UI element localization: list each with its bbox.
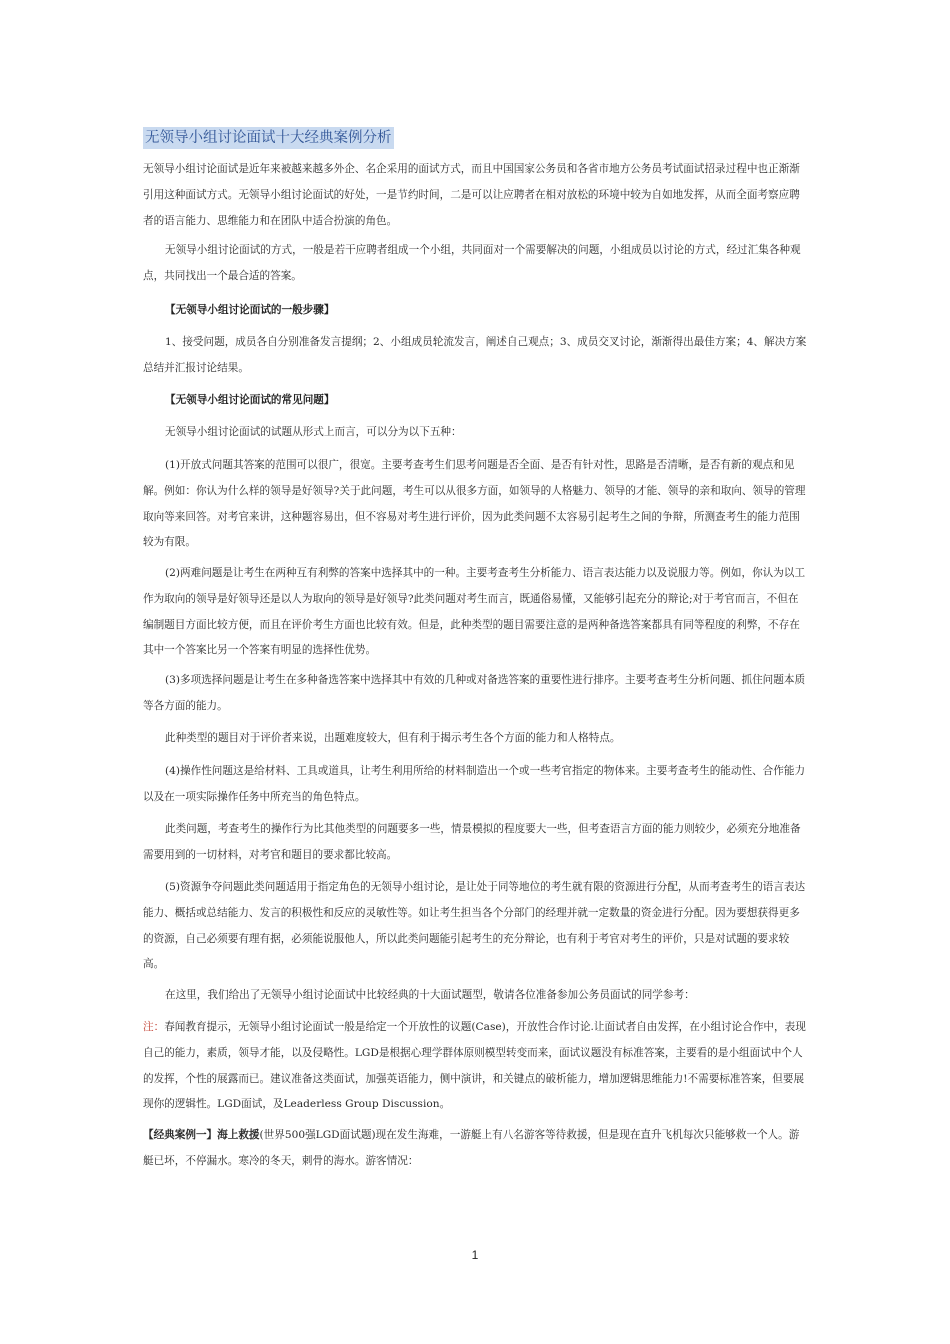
paragraph-intro: 无领导小组讨论面试是近年来被越来越多外企、名企采用的面试方式，而且中国国家公务员和各省市地方公务员考试面试招录过程中也正渐渐引用这种面试方式。无领导小组讨论面试的好处，一是节约时间，二是可以让应聘者在相对放松的环境中较为自如地发挥，从而全面考察应聘者的语言能力、思维能力和在团队中适合扮演的角色。 xyxy=(143,163,800,227)
note-label: 注： xyxy=(143,1021,165,1033)
document-title: 无领导小组讨论面试十大经典案例分析 xyxy=(143,127,394,149)
note-paragraph xyxy=(143,1015,809,1118)
paragraph-multiple-choice-questions: (3)多项选择问题是让考生在多种备选答案中选择其中有效的几种或对备选答案的重要性进行排序。主要考查考生分析问题、抓住问题本质等各方面的能力。 xyxy=(143,674,806,712)
paragraph-dilemma-questions: (2)两难问题是让考生在两种互有利弊的答案中选择其中的一种。主要考查考生分析能力、语言表达能力以及说服力等。例如，你认为以工作为取向的领导是好领导还是以人为取向的领导是好领导?此类问题对考生而言，既通俗易懂，又能够引起充分的辩论;对于考官而言，不但在编制题目方面比较方便，而且在评价考生方面也比较有效。但是，此种类型的题目需要注意的是两种备选答案都具有同等程度的利弊，不存在其中一个答案比另一个答案有明显的选择性优势。 xyxy=(143,567,806,657)
paragraph-reference-intro: 在这里，我们给出了无领导小组讨论面试中比较经典的十大面试题型，敬请各位准备参加公务员面试的同学参考： xyxy=(165,989,695,1001)
case-one-paragraph xyxy=(143,1123,809,1175)
paragraph-operational-note: 此类问题，考查考生的操作行为比其他类型的问题要多一些，情景模拟的程度要大一些，但考查语言方面的能力则较少，必须充分地准备需要用到的一切材料，对考官和题目的要求都比较高。 xyxy=(143,823,801,861)
note-text: 春闻教育提示，无领导小组讨论面试一般是给定一个开放性的议题(Case)，开放性合作讨论.让面试者自由发挥，在小组讨论合作中，表现自己的能力，素质，领导才能，以及侵略性。LGD是根据心理学群体原则模型转变而来，面试议题没有标准答案，主要看的是小组面试中个人的发挥，个性的展露而已。建议准备这类面试，加强英语能力，侧中演讲，和关键点的破析能力，增加逻辑思维能力!不需要标准答案，但要展现你的逻辑性。LGD面试，及Leaderless Group Discussion。 xyxy=(143,1021,806,1111)
paragraph-open-questions: (1)开放式问题其答案的范围可以很广，很宽。主要考查考生们思考问题是否全面、是否有针对性，思路是否清晰，是否有新的观点和见解。例如：你认为什么样的领导是好领导?关于此问题，考生可以从很多方面，如领导的人格魅力、领导的才能、领导的亲和取向、领导的管理取向等来回答。对考官来讲，这种题容易出，但不容易对考生进行评价，因为此类问题不太容易引起考生之间的争辩，所测查考生的能力范围较为有限。 xyxy=(143,459,806,549)
paragraph-format: 无领导小组讨论面试的方式，一般是若干应聘者组成一个小组，共同面对一个需要解决的问题，小组成员以讨论的方式，经过汇集各种观点，共同找出一个最合适的答案。 xyxy=(143,244,801,282)
paragraph-steps: 1、接受问题，成员各自分别准备发言提纲；2、小组成员轮流发言，阐述自己观点；3、成员交叉讨论，渐渐得出最佳方案；4、解决方案总结并汇报讨论结果。 xyxy=(143,336,807,374)
paragraph-operational-questions: (4)操作性问题这是给材料、工具或道具，让考生利用所给的材料制造出一个或一些考官指定的物体来。主要考查考生的能动性、合作能力以及在一项实际操作任务中所充当的角色特点。 xyxy=(143,765,806,803)
section-heading-steps: 【无领导小组讨论面试的一般步骤】 xyxy=(165,304,335,316)
paragraph-resource-questions: (5)资源争夺问题此类问题适用于指定角色的无领导小组讨论，是让处于同等地位的考生就有限的资源进行分配，从而考查考生的语言表达能力、概括或总结能力、发言的积极性和反应的灵敏性等。如让考生担当各个分部门的经理并就一定数量的资金进行分配。因为要想获得更多的资源，自己必须要有理有据，必须能说服他人，所以此类问题能引起考生的充分辩论，也有利于考官对考生的评价，只是对试题的要求较高。 xyxy=(143,881,806,971)
section-heading-common-questions: 【无领导小组讨论面试的常见问题】 xyxy=(165,394,335,406)
case-one-text: (世界500强LGD面试题)现在发生海难，一游艇上有八名游客等待救援，但是现在直升飞机每次只能够救一个人。游艇已坏，不停漏水。寒冷的冬天，刺骨的海水。游客情况： xyxy=(143,1129,800,1167)
case-one-label: 【经典案例一】海上救援 xyxy=(143,1129,260,1141)
paragraph-multiple-choice-note: 此种类型的题目对于评价者来说，出题难度较大，但有利于揭示考生各个方面的能力和人格特点。 xyxy=(165,732,621,744)
page-number: 1 xyxy=(471,1248,479,1262)
paragraph-question-types: 无领导小组讨论面试的试题从形式上而言，可以分为以下五种： xyxy=(165,426,462,438)
